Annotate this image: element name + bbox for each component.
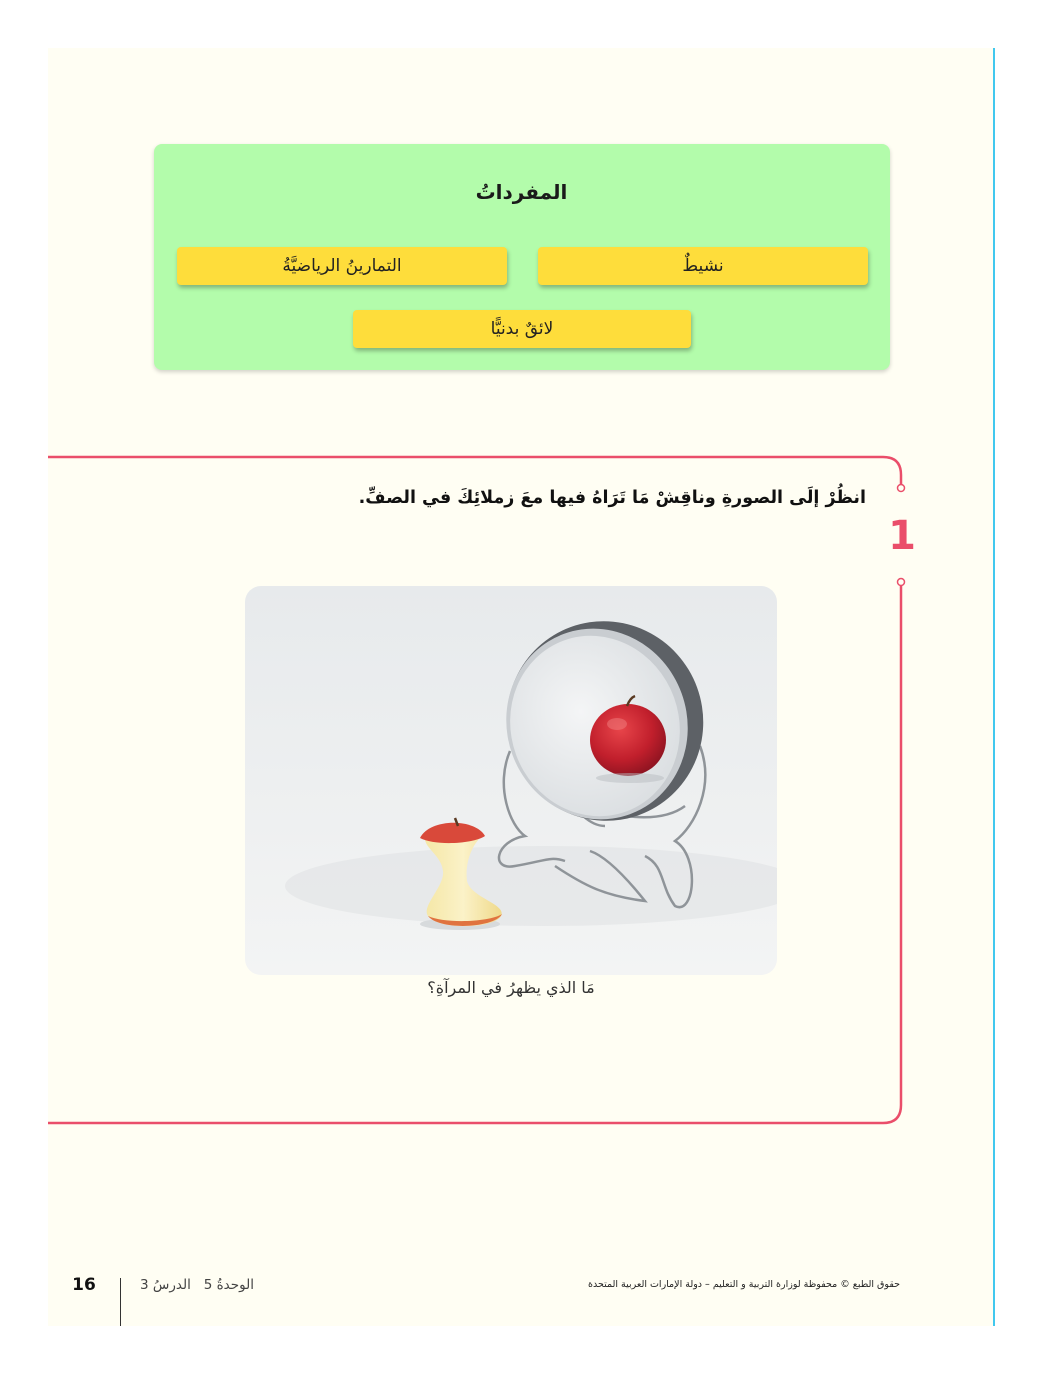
vocabulary-title: المفرداتُ xyxy=(475,180,568,204)
apple-mirror-photo xyxy=(245,586,777,975)
unit-lesson-label xyxy=(140,1277,254,1293)
lesson-number: 3 xyxy=(140,1277,149,1293)
vocab-word-exercises: التمارينُ الرياضيَّةُ xyxy=(177,247,507,285)
lesson-label: الدرسُ xyxy=(152,1277,191,1293)
unit-number: 5 xyxy=(203,1277,213,1293)
vocab-word-fit: لائقٌ بدنيًّا xyxy=(353,310,691,348)
activity-number: 1 xyxy=(888,513,916,559)
footer-divider xyxy=(120,1278,121,1326)
page-number: 16 xyxy=(72,1275,96,1295)
photo-caption: مَا الذي يظهرُ في المرآةِ؟ xyxy=(427,978,595,997)
unit-label: الوحدةُ xyxy=(216,1277,254,1293)
vocab-word-active: نشيطٌ xyxy=(538,247,868,285)
copyright-notice: حقوق الطبع © محفوظة لوزارة التربية و التعليم – دولة الإمارات العربية المتحدة xyxy=(588,1279,900,1290)
activity-instruction: انظُرْ إلَى الصورةِ وناقِشْ مَا تَرَاهُ فيها معَ زملائِكَ في الصفِّ. xyxy=(358,488,866,508)
